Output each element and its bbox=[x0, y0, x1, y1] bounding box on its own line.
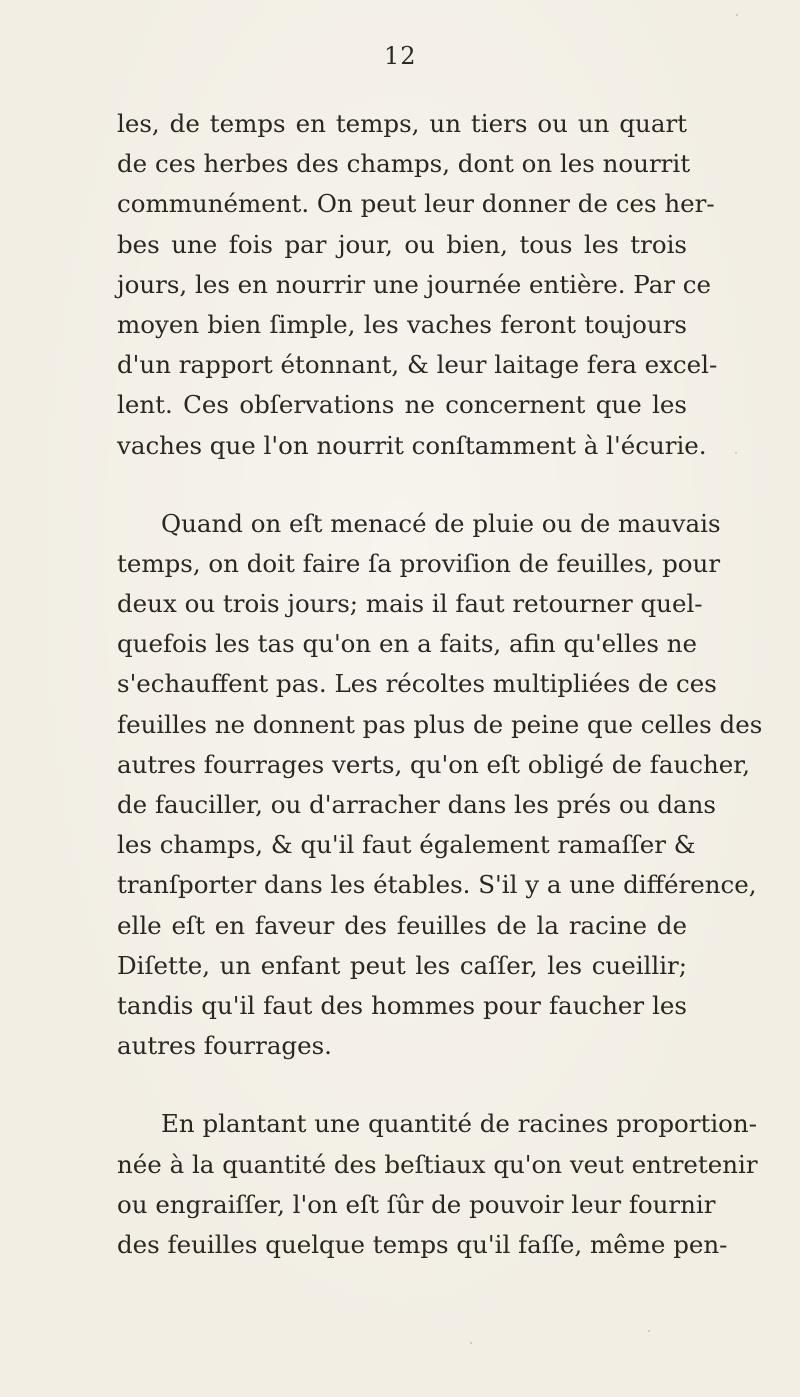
text-line: autres fourrages verts, qu'on eſt obligé de faucher, bbox=[117, 749, 751, 779]
text-line: En plantant une quantité de racines proportion- bbox=[161, 1109, 757, 1139]
text-line: tandis qu'il faut des hommes pour faucher les bbox=[117, 990, 687, 1020]
text-line: communément. On peut leur donner de ces her- bbox=[117, 189, 715, 219]
text-line: elle eſt en faveur des feuilles de la racine de bbox=[117, 910, 687, 940]
text-line: née à la quantité des beſtiaux qu'on veut entretenir bbox=[117, 1149, 758, 1179]
text-line: jours, les en nourrir une journée entière. Par ce bbox=[117, 269, 712, 299]
text-line: Diſette, un enfant peut les caſſer, les cueillir; bbox=[117, 950, 687, 980]
text-line: lent. Ces obſervations ne concernent que les bbox=[117, 390, 687, 420]
paper-speck bbox=[470, 1342, 472, 1344]
paragraph-3 bbox=[117, 1104, 758, 1265]
paper-speck bbox=[648, 1330, 650, 1332]
text-line: quefois les tas qu'on en a faits, afin qu'elles ne bbox=[117, 629, 697, 659]
text-line: autres fourrages. bbox=[117, 1031, 332, 1061]
paragraph-gap bbox=[117, 466, 687, 504]
text-line: feuilles ne donnent pas plus de peine que celles des bbox=[117, 709, 763, 739]
paper-speck bbox=[736, 14, 738, 16]
text-line: les champs, & qu'il faut également ramaſſer & bbox=[117, 830, 696, 860]
text-line: d'un rapport étonnant, & leur laitage fera excel- bbox=[117, 350, 718, 380]
text-line: tranſporter dans les étables. S'il y a une différence, bbox=[117, 870, 757, 900]
page-number: 12 bbox=[384, 42, 417, 70]
text-line: de ces herbes des champs, dont on les nourrit bbox=[117, 149, 691, 179]
paragraph-1 bbox=[117, 104, 718, 466]
paper-speck bbox=[735, 452, 737, 454]
text-line: deux ou trois jours; mais il faut retourner quel- bbox=[117, 589, 703, 619]
text-line: vaches que l'on nourrit conſtamment à l'écurie. bbox=[117, 430, 707, 460]
text-line: Quand on eſt menacé de pluie ou de mauvais bbox=[161, 508, 721, 538]
text-line: s'echauffent pas. Les récoltes multipliées de ces bbox=[117, 669, 717, 699]
text-line: des feuilles quelque temps qu'il faſſe, même pen- bbox=[117, 1229, 728, 1259]
paragraph-2 bbox=[117, 504, 763, 1067]
paragraph-gap bbox=[117, 1066, 687, 1104]
text-line: moyen bien ſimple, les vaches feront toujours bbox=[117, 309, 687, 339]
text-line: bes une fois par jour, ou bien, tous les trois bbox=[117, 229, 687, 259]
text-line: temps, on doit faire ſa proviſion de feuilles, pour bbox=[117, 548, 721, 578]
text-line: les, de temps en temps, un tiers ou un quart bbox=[117, 109, 687, 138]
text-line: de fauciller, ou d'arracher dans les prés ou dans bbox=[117, 790, 716, 819]
body-text bbox=[117, 104, 763, 1265]
text-line: ou engraiſſer, l'on eſt ſûr de pouvoir leur fournir bbox=[117, 1189, 716, 1219]
